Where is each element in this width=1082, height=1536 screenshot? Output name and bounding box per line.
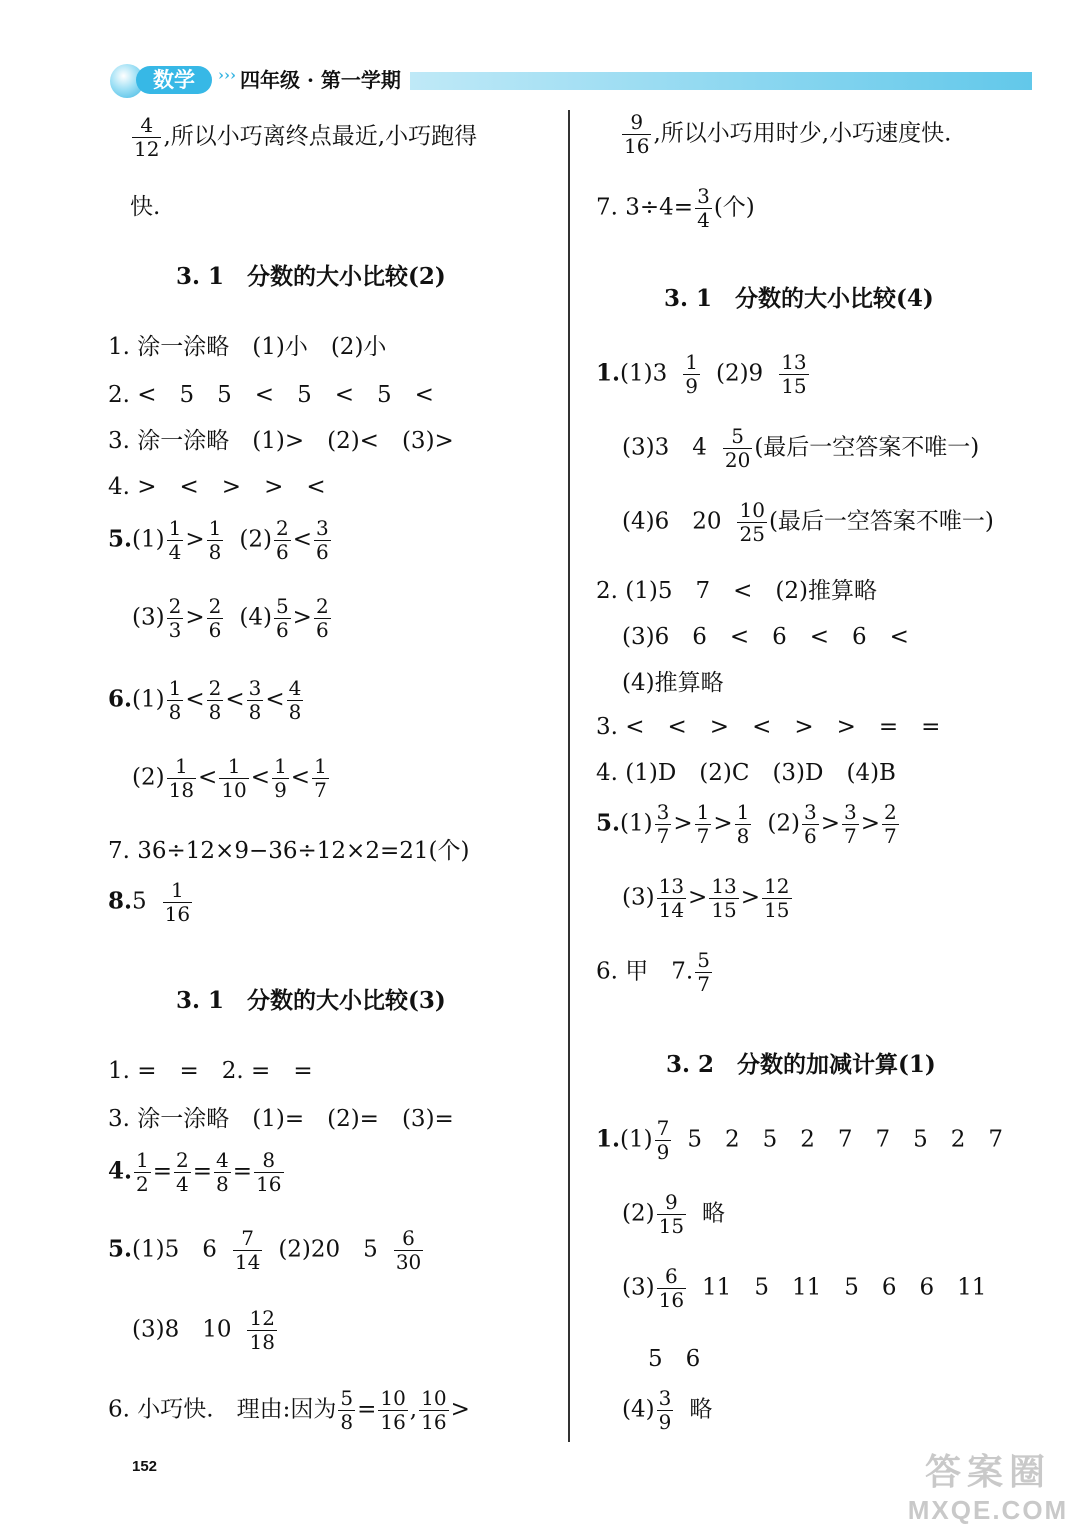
- answer-line: (4)6 20 $\frac{10}{25}$ (最后一空答案不唯一): [622, 498, 994, 546]
- header-bar: [410, 72, 1032, 90]
- answer-line: 快.: [130, 194, 161, 220]
- section-title: 3. 1 分数的大小比较(3): [176, 987, 446, 1014]
- subject-badge: 数学: [136, 66, 212, 94]
- answer-line: 4. (1)D (2)C (3)D (4)B: [596, 760, 896, 786]
- answer-line: $\frac{9}{16}$ ,所以小巧用时少,小巧速度快.: [624, 110, 952, 158]
- answer-line: 5.(1)5 6 $\frac{7}{14}$ (2)20 5 $\frac{6}{30}$: [108, 1226, 422, 1274]
- section-title: 3. 1 分数的大小比较(2): [176, 263, 446, 290]
- answer-line: (3)6 6 < 6 < 6 <: [622, 624, 909, 650]
- answer-line: 6. 小巧快. 理由:因为 $\frac{5}{8}$ = $\frac{10}{16}$ , $\frac{10}{16}$ >: [108, 1386, 470, 1434]
- answer-line: 4. > < > > <: [108, 474, 326, 500]
- answer-line: 1. = = 2. = =: [108, 1058, 313, 1084]
- answer-line: 3. < < > < > > = =: [596, 714, 941, 740]
- answer-line: 5 6: [648, 1346, 701, 1372]
- answer-line: (3)3 4 $\frac{5}{20}$ (最后一空答案不唯一): [622, 424, 980, 472]
- answer-line: (3) $\frac{2}{3}$ > $\frac{2}{6}$ (4) $\frac{5}{6}$ > $\frac{2}{6}$: [132, 594, 329, 642]
- answer-line: 1. 涂一涂略 (1)小 (2)小: [108, 334, 387, 360]
- answer-line: 2. (1)5 7 < (2)推算略: [596, 578, 877, 604]
- watermark-logo: [902, 1444, 1074, 1532]
- answer-line: $\frac{4}{12}$ ,所以小巧离终点最近,小巧跑得: [134, 113, 478, 161]
- answer-line: 1.(1) $\frac{7}{9}$ 5 2 5 2 7 7 5 2 7: [596, 1116, 1004, 1164]
- page-number: 152: [132, 1458, 158, 1475]
- answer-line: (2) $\frac{1}{18}$ < $\frac{1}{10}$ < $\frac{1}{9}$ < $\frac{1}{7}$: [132, 754, 327, 802]
- answer-line: 6. 甲 7. $\frac{5}{7}$: [596, 948, 710, 996]
- answer-line: 6.(1) $\frac{1}{8}$ < $\frac{2}{8}$ < $\frac{3}{8}$ < $\frac{4}{8}$: [108, 676, 302, 724]
- answer-line: (2) $\frac{9}{15}$ 略: [622, 1190, 726, 1238]
- page-header: [100, 60, 1032, 100]
- answer-line: (3) $\frac{13}{14}$ > $\frac{13}{15}$ > $\frac{12}{15}$: [622, 874, 790, 922]
- chevron-right-icon: ›››: [218, 66, 236, 84]
- answer-line: (3)8 10 $\frac{12}{18}$: [132, 1306, 275, 1354]
- answer-line: 5.(1) $\frac{3}{7}$ > $\frac{1}{7}$ > $\frac{1}{8}$ (2) $\frac{3}{6}$ > $\frac{3}{7}$ > $\frac{2}{7}$: [596, 800, 897, 848]
- header-title: 四年级 · 第一学期: [240, 68, 401, 92]
- answer-line: 3. 涂一涂略 (1)> (2)< (3)>: [108, 428, 454, 454]
- answer-line: 1.(1)3 $\frac{1}{9}$ (2)9 $\frac{13}{15}$: [596, 350, 807, 398]
- section-title: 3. 2 分数的加减计算(1): [666, 1051, 936, 1078]
- answer-line: 7. 36÷12×9−36÷12×2=21(个): [108, 838, 470, 864]
- fraction: $\frac{4}{12}$: [134, 113, 160, 161]
- answer-line: 2. < 5 5 < 5 < 5 <: [108, 382, 434, 408]
- answer-line: (4) $\frac{3}{9}$ 略: [622, 1386, 713, 1434]
- answer-line: 5.(1) $\frac{1}{4}$ > $\frac{1}{8}$ (2) $\frac{2}{6}$ < $\frac{3}{6}$: [108, 516, 329, 564]
- answer-line: (3) $\frac{6}{16}$ 11 5 11 5 6 6 11: [622, 1264, 987, 1312]
- section-title: 3. 1 分数的大小比较(4): [664, 285, 934, 312]
- answer-line: 4. $\frac{1}{2}$ = $\frac{2}{4}$ = $\frac{4}{8}$ = $\frac{8}{16}$: [108, 1148, 282, 1196]
- column-divider: [568, 110, 570, 1442]
- answer-line: (4)推算略: [622, 670, 724, 696]
- watermark-url: MXQE.COM: [907, 1495, 1069, 1525]
- answer-line: 3. 涂一涂略 (1)= (2)= (3)=: [108, 1106, 454, 1132]
- watermark-text: 答案圈: [924, 1451, 1051, 1492]
- answer-line: 7. 3÷4= $\frac{3}{4}$ (个): [596, 184, 755, 232]
- answer-line: 8.5 $\frac{1}{16}$: [108, 878, 191, 926]
